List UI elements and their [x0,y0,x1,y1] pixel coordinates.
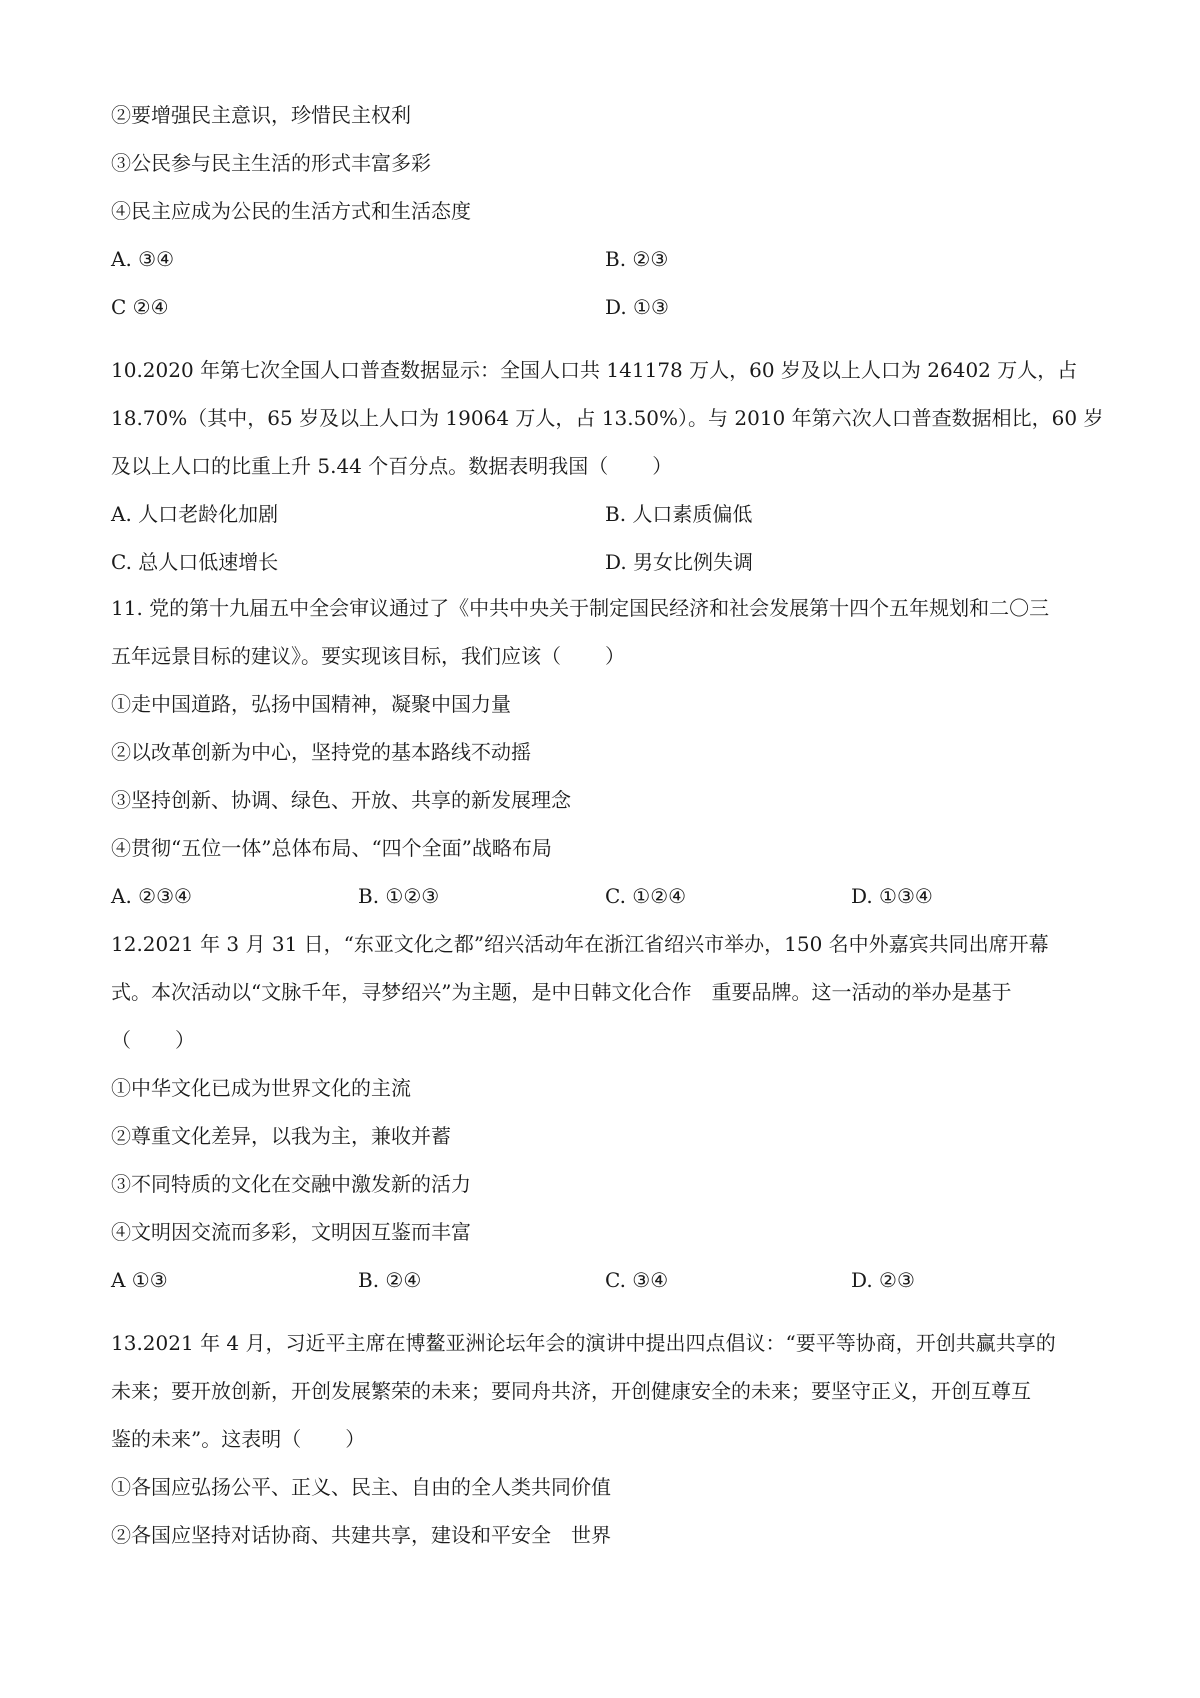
q13-stem-line-2: 未来；要开放创新，开创发展繁荣的未来；要同舟共济，开创健康安全的未来；要坚守正义，开创互尊互 [111,1379,1031,1403]
q11-stem-line-2 [111,642,625,670]
q13-item-2-part-1: ②各国应坚持对话协商、共建共享，建设和平安全 [111,1523,551,1547]
q12-stem-line-1: 12.2021 年 3 月 31 日，“东亚文化之都”绍兴活动年在浙江省绍兴市举办，150 名中外嘉宾共同出席开幕 [111,932,1049,956]
q9-item-2: ②要增强民主意识，珍惜民主权利 [111,103,411,127]
q12-option-b: B. ②④ [358,1268,422,1292]
q10-stem-line-1: 10.2020 年第七次全国人口普查数据显示：全国人口共 141178 万人，60 岁及以上人口为 26402 万人，占 [111,358,1078,382]
q13-item-1: ①各国应弘扬公平、正义、民主、自由的全人类共同价值 [111,1475,611,1499]
q12-stem-text-part-1: 式。本次活动以“文脉千年，寻梦绍兴”为主题，是中日韩文化合作 [111,980,692,1004]
q9-item-3: ③公民参与民主生活的形式丰富多彩 [111,151,431,175]
q9-option-c: C ②④ [111,295,169,319]
q9-option-b: B. ②③ [605,247,669,271]
q11-item-2: ②以改革创新为中心，坚持党的基本路线不动摇 [111,740,531,764]
q11-option-d: D. ①③④ [851,884,933,908]
q11-option-c: C. ①②④ [605,884,687,908]
q11-option-a: A. ②③④ [111,884,192,908]
q10-stem-line-2: 18.70%（其中，65 岁及以上人口为 19064 万人，占 13.50%）。与 2010 年第六次人口普查数据相比，60 岁 [111,406,1104,430]
q10-option-a: A. 人口老龄化加剧 [111,502,279,526]
q13-stem-line-3 [111,1425,365,1453]
q10-option-b: B. 人口素质偏低 [605,502,753,526]
q13-close-paren: ） [345,1427,366,1451]
q11-stem-line-1: 11. 党的第十九届五中全会审议通过了《中共中央关于制定国民经济和社会发展第十四个五年规划和二〇三 [111,596,1050,620]
q12-stem-line-2 [111,978,1011,1006]
q10-close-paren: ） [652,454,673,478]
q11-item-3: ③坚持创新、协调、绿色、开放、共享的新发展理念 [111,788,571,812]
q12-item-2: ②尊重文化差异，以我为主，兼收并蓄 [111,1124,451,1148]
q12-item-1: ①中华文化已成为世界文化的主流 [111,1076,411,1100]
q11-close-paren: ） [605,644,625,668]
q9-option-d: D. ①③ [605,295,669,319]
q9-option-a: A. ③④ [111,247,175,271]
q12-item-3: ③不同特质的文化在交融中激发新的活力 [111,1172,471,1196]
q13-item-2 [111,1521,611,1549]
q11-item-4: ④贯彻“五位一体”总体布局、“四个全面”战略布局 [111,836,552,860]
q13-item-2-part-2: 世界 [571,1523,611,1547]
q12-option-d: D. ②③ [851,1268,915,1292]
q12-close-paren: ） [175,1028,195,1052]
q11-item-1: ①走中国道路，弘扬中国精神，凝聚中国力量 [111,692,511,716]
q12-open-paren: （ [111,1028,131,1052]
q10-option-d: D. 男女比例失调 [605,550,754,574]
q10-stem-line-3 [111,452,672,480]
q10-stem-text: 及以上人口的比重上升 5.44 个百分点。数据表明我国（ [111,454,609,478]
q11-option-b: B. ①②③ [358,884,440,908]
q13-stem-text: 鉴的未来”。这表明（ [111,1427,302,1451]
q11-stem-text: 五年远景目标的建议》。要实现该目标，我们应该（ [111,644,561,668]
q12-option-a: A ①③ [111,1268,168,1292]
q12-option-c: C. ③④ [605,1268,669,1292]
q12-stem-text-part-2: 重要品牌。这一活动的举办是基于 [711,980,1012,1004]
q12-stem-line-3 [111,1026,195,1054]
q9-item-4: ④民主应成为公民的生活方式和生活态度 [111,199,471,223]
q13-stem-line-1: 13.2021 年 4 月，习近平主席在博鳌亚洲论坛年会的演讲中提出四点倡议：“要平等协商，开创共赢共享的 [111,1331,1056,1355]
q10-option-c: C. 总人口低速增长 [111,550,279,574]
q12-item-4: ④文明因交流而多彩，文明因互鉴而丰富 [111,1220,471,1244]
